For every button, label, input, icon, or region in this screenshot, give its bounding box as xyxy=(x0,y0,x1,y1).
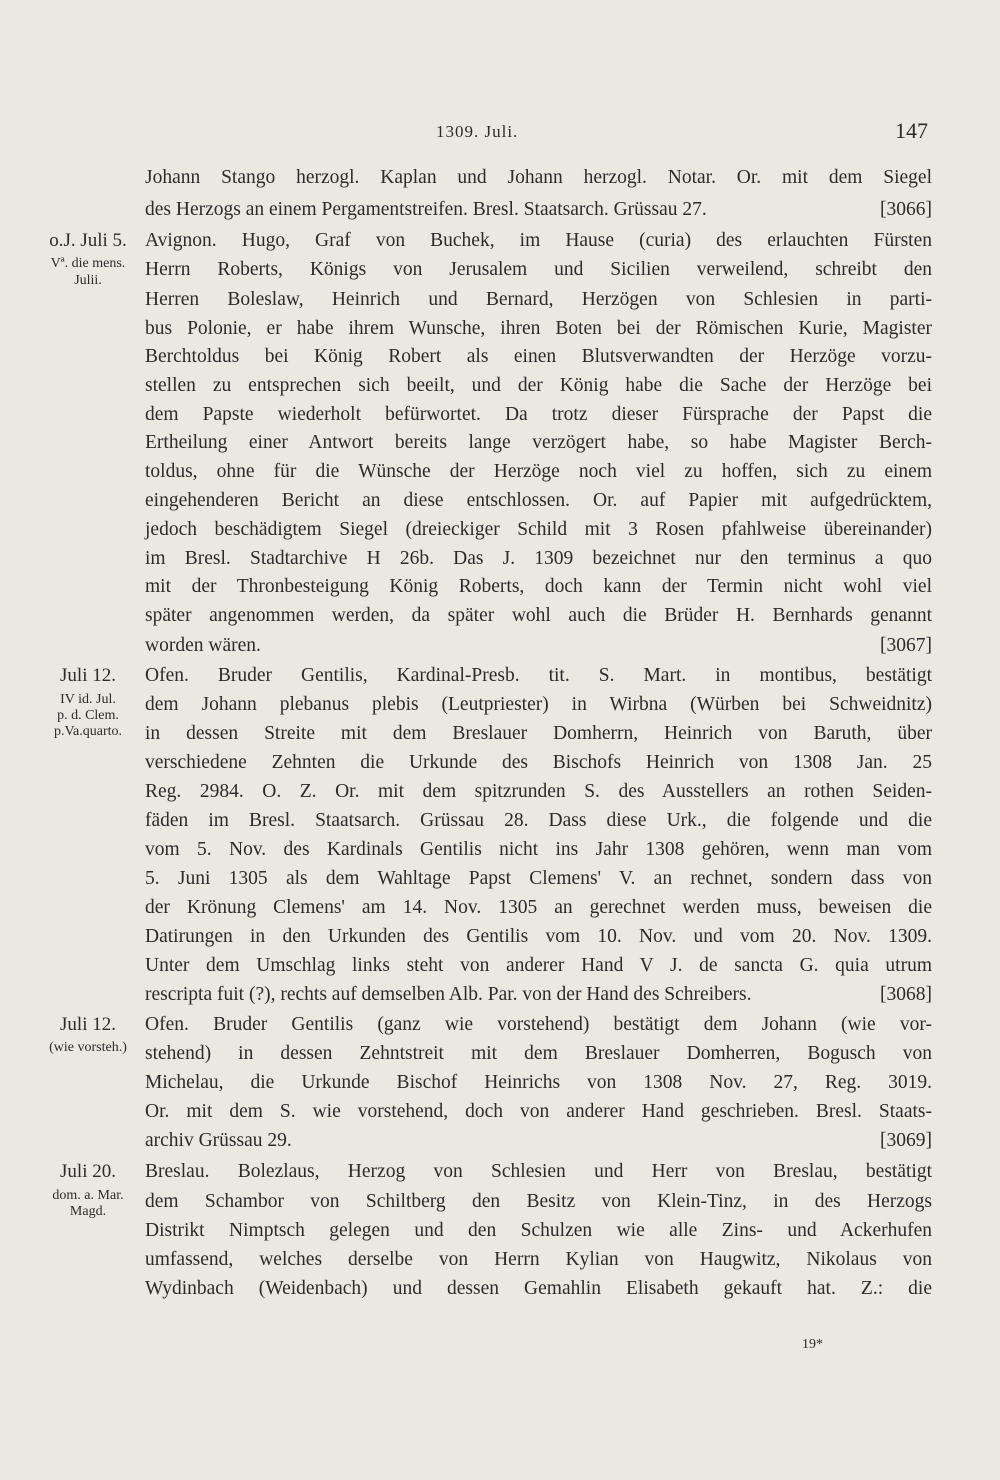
text-line: vom 5. Nov. des Kardinals Gentilis nicht ins Jahr 1308 gehören, wenn man vom xyxy=(145,839,932,860)
margin-note: Julii. xyxy=(74,273,102,288)
text-line: Reg. 2984. O. Z. Or. mit dem spitzrunden S. des Ausstellers an rothen Seiden- xyxy=(145,781,932,802)
text-line: verschiedene Zehnten die Urkunde des Bischofs Heinrich von 1308 Jan. 25 xyxy=(145,752,932,773)
text-line: Or. mit dem S. wie vorstehend, doch von anderer Hand geschrieben. Bresl. Staats- xyxy=(145,1101,932,1122)
text-line: fäden im Bresl. Staatsarch. Grüssau 28. Dass diese Urk., die folgende und die xyxy=(145,810,932,831)
text-line: Ofen. Bruder Gentilis, Kardinal-Presb. tit. S. Mart. in montibus, bestätigt xyxy=(145,665,932,686)
text-line: toldus, ohne für die Wünsche der Herzöge noch viel zu hoffen, sich zu einem xyxy=(145,461,932,482)
text-line: stellen zu entsprechen sich beeilt, und der König habe die Sache der Herzöge bei xyxy=(145,375,932,396)
margin-date: Juli 12. xyxy=(60,665,116,686)
margin-date: Juli 12. xyxy=(60,1014,116,1035)
text-line: stehend) in dessen Zehntstreit mit dem Breslauer Domherren, Bogusch von xyxy=(145,1043,932,1064)
text-line: 5. Juni 1305 als dem Wahltage Papst Clemens' V. an rechnet, sondern dass von xyxy=(145,868,932,889)
text-line: Ertheilung einer Antwort bereits lange verzögert habe, so habe Magister Berch- xyxy=(145,432,932,453)
text-line: umfassend, welches derselbe von Herrn Kylian von Haugwitz, Nikolaus von xyxy=(145,1249,932,1270)
page-number: 147 xyxy=(895,118,928,143)
text-line: Breslau. Bolezlaus, Herzog von Schlesien und Herr von Breslau, bestätigt xyxy=(145,1161,932,1182)
text-line: rescripta fuit (?), rechts auf demselben Alb. Par. von der Hand des Schreibers. xyxy=(145,984,752,1005)
text-line: Michelau, die Urkunde Bischof Heinrichs von 1308 Nov. 27, Reg. 3019. xyxy=(145,1072,932,1093)
text-line: im Bresl. Stadtarchive H 26b. Das J. 1309 bezeichnet nur den terminus a quo xyxy=(145,548,932,569)
text-line: Unter dem Umschlag links steht von anderer Hand V J. de sancta G. quia utrum xyxy=(145,955,932,976)
text-line: Wydinbach (Weidenbach) und dessen Gemahlin Elisabeth gekauft hat. Z.: die xyxy=(145,1278,932,1299)
text-line: der Krönung Clemens' am 14. Nov. 1305 an gerechnet werden muss, beweisen die xyxy=(145,897,932,918)
text-line: dem Johann plebanus plebis (Leutpriester) in Wirbna (Würben bei Schweidnitz) xyxy=(145,694,932,715)
text-line: Datirungen in den Urkunden des Gentilis vom 10. Nov. und vom 20. Nov. 1309. xyxy=(145,926,932,947)
text-line: in dessen Streite mit dem Breslauer Domherrn, Heinrich von Baruth, über xyxy=(145,723,932,744)
text-line: Avignon. Hugo, Graf von Buchek, im Hause (curia) des erlauchten Fürsten xyxy=(145,230,932,251)
margin-date: o.J. Juli 5. xyxy=(49,230,127,251)
text-line: eingehenderen Bericht an diese entschlossen. Or. auf Papier mit aufgedrücktem, xyxy=(145,490,932,511)
sheet-signature: 19* xyxy=(802,1337,823,1352)
document-number: [3069] xyxy=(880,1130,932,1151)
text-line: später angenommen werden, da später wohl auch die Brüder H. Bernhards genannt xyxy=(145,605,932,626)
margin-note: p.Va.quarto. xyxy=(53,724,123,739)
text-line: Berchtoldus bei König Robert als einen Blutsverwandten der Herzöge vorzu- xyxy=(145,346,932,367)
text-line: Herren Boleslaw, Heinrich und Bernard, Herzögen von Schlesien in parti- xyxy=(145,289,932,310)
text-line: dem Schambor von Schiltberg den Besitz von Klein-Tinz, in des Herzogs xyxy=(145,1191,932,1212)
text-line: Herrn Roberts, Königs von Jerusalem und Sicilien verweilend, schreibt den xyxy=(145,259,932,280)
text-line: archiv Grüssau 29. xyxy=(145,1130,292,1151)
margin-note: IV id. Jul. xyxy=(60,692,116,707)
text-line: worden wären. xyxy=(145,635,261,656)
document-number: [3066] xyxy=(880,199,932,220)
document-number: [3068] xyxy=(880,984,932,1005)
margin-date: Juli 20. xyxy=(60,1161,116,1182)
text-line: jedoch beschädigtem Siegel (dreieckiger Schild mit 3 Rosen pfahlweise übereinander) xyxy=(145,519,932,540)
text-line: mit der Thronbesteigung König Roberts, doch kann der Termin nicht wohl viel xyxy=(145,576,932,597)
text-line: Distrikt Nimptsch gelegen und den Schulzen wie alle Zins- und Ackerhufen xyxy=(145,1220,932,1241)
margin-note: Vª. die mens. xyxy=(50,256,126,271)
running-title: 1309. Juli. xyxy=(436,122,519,141)
text-line: dem Papste wiederholt befürwortet. Da trotz dieser Fürsprache der Papst die xyxy=(145,404,932,425)
margin-note: Magd. xyxy=(69,1204,107,1219)
document-number: [3067] xyxy=(880,635,932,656)
margin-note: dom. a. Mar. xyxy=(52,1188,124,1203)
margin-note: p. d. Clem. xyxy=(57,708,119,723)
text-line: bus Polonie, er habe ihrem Wunsche, ihren Boten bei der Römischen Kurie, Magister xyxy=(145,318,932,339)
margin-note: (wie vorsteh.) xyxy=(49,1040,127,1055)
text-line: Johann Stango herzogl. Kaplan und Johann herzogl. Notar. Or. mit dem Siegel xyxy=(145,167,932,188)
page-header xyxy=(0,118,1000,148)
text-line: Ofen. Bruder Gentilis (ganz wie vorstehend) bestätigt dem Johann (wie vor- xyxy=(145,1014,932,1035)
text-line: des Herzogs an einem Pergamentstreifen. Bresl. Staatsarch. Grüssau 27. xyxy=(145,199,707,220)
